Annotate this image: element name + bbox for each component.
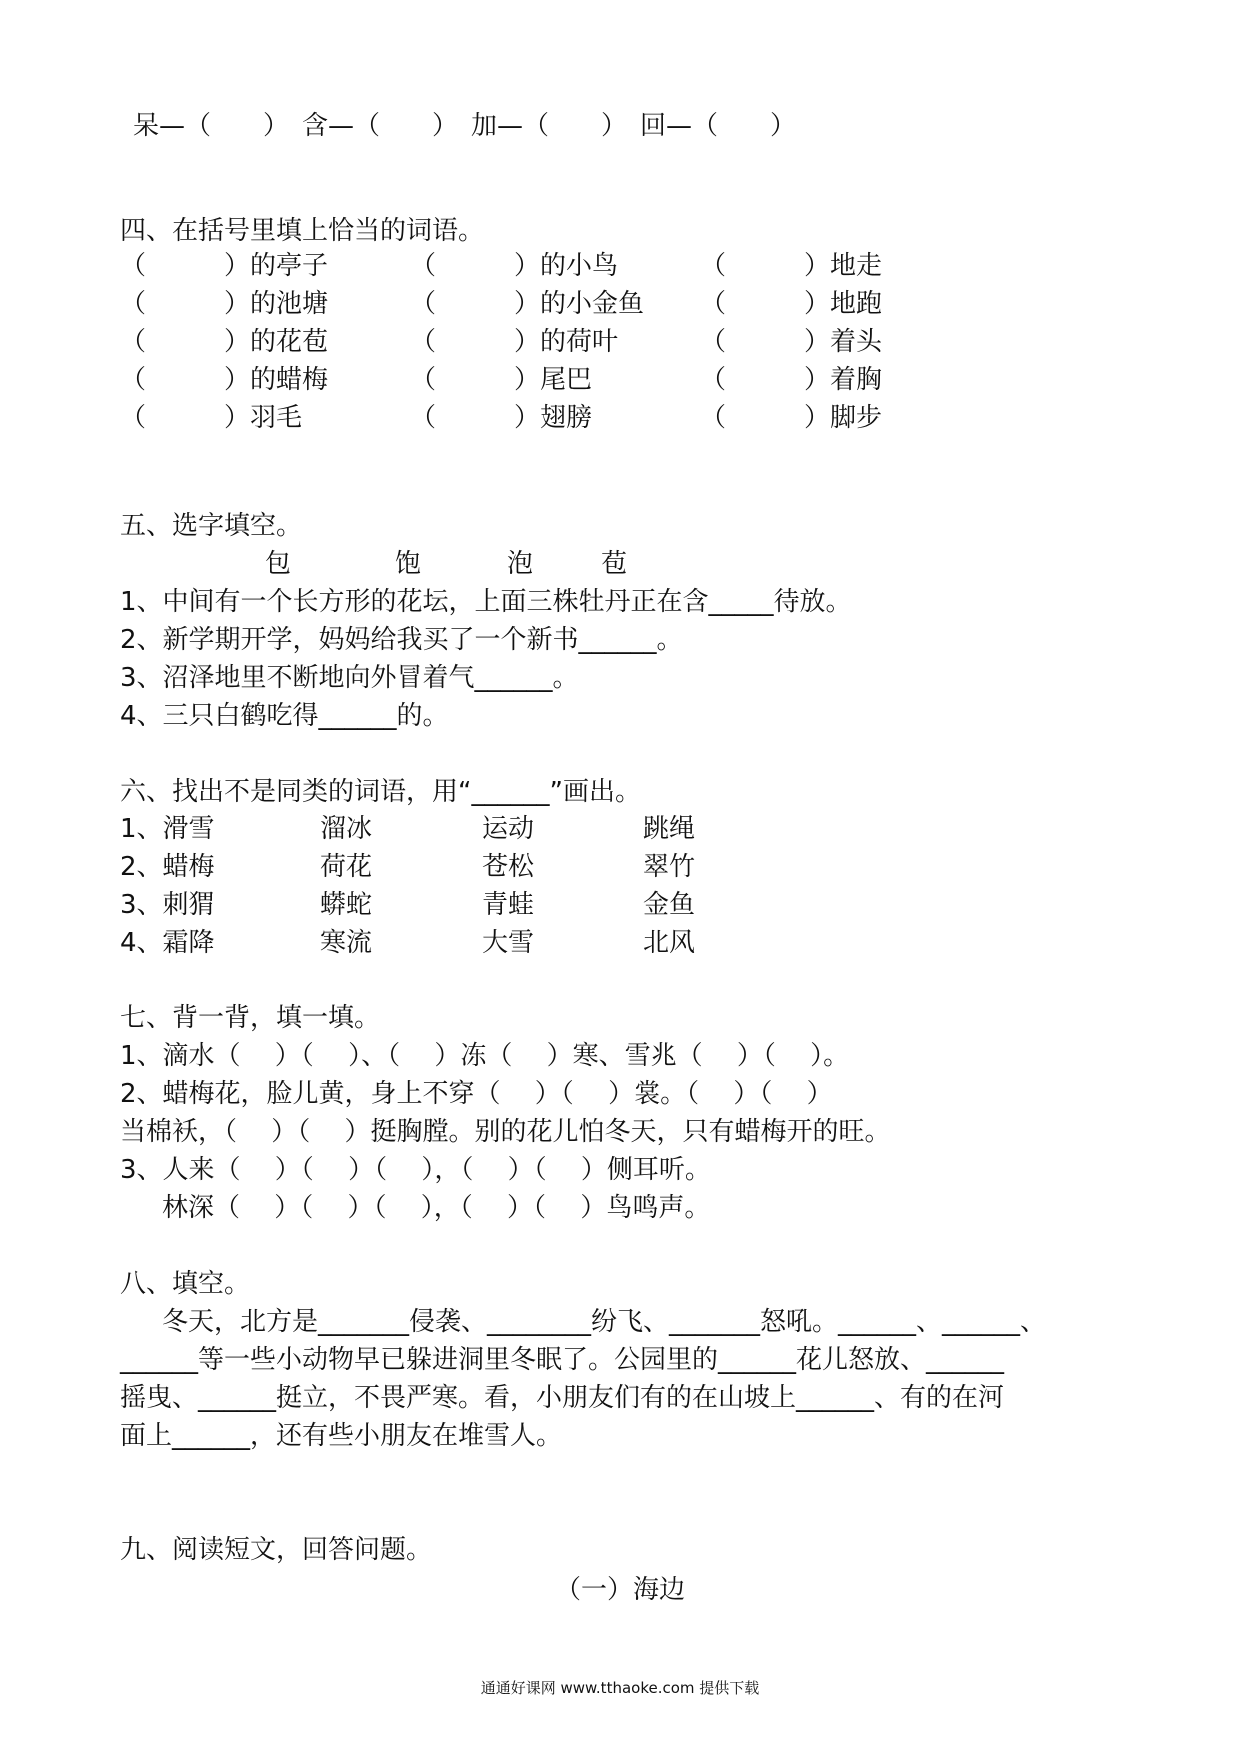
section-8-title: 八、填空。 xyxy=(120,1269,251,1299)
section-5-title: 五、选字填空。 xyxy=(120,511,303,541)
s5-item: 3、沼泽地里不断地向外冒着气______。 xyxy=(120,663,579,693)
s6-cell: 运动 xyxy=(482,814,535,844)
s6-cell: 蟒蛇 xyxy=(320,890,373,920)
footer-credit: 通通好课网 www.tthaoke.com 提供下载 xyxy=(480,1679,760,1697)
choice-char: 泡 xyxy=(507,549,534,579)
s4-cell: （ ）的小金鱼 xyxy=(410,289,645,319)
s6-cell: 跳绳 xyxy=(643,814,696,844)
s6-cell: 溜冰 xyxy=(320,814,373,844)
s4-cell: （ ）脚步 xyxy=(700,403,883,433)
s6-cell: 青蛙 xyxy=(482,890,535,920)
s6-cell: 3、刺猬 xyxy=(120,890,215,920)
s6-cell: 大雪 xyxy=(482,928,535,958)
s6-cell: 1、滑雪 xyxy=(120,814,215,844)
section-7-title: 七、背一背，填一填。 xyxy=(120,1003,381,1033)
choice-char: 饱 xyxy=(395,549,422,579)
s4-cell: （ ）地走 xyxy=(700,251,883,281)
s4-cell: （ ）着头 xyxy=(700,327,883,357)
section-9-title: 九、阅读短文，回答问题。 xyxy=(120,1535,433,1565)
section-6-title: 六、找出不是同类的词语，用“______”画出。 xyxy=(120,777,641,807)
s4-cell: （ ）的小鸟 xyxy=(410,251,619,281)
s6-cell: 苍松 xyxy=(482,852,535,882)
s4-cell: （ ）尾巴 xyxy=(410,365,593,395)
top-row: 呆—（ ） 含—（ ） 加—（ ） 回—（ ） xyxy=(133,111,797,141)
s4-cell: （ ）的花苞 xyxy=(120,327,329,357)
s4-cell: （ ）地跑 xyxy=(700,289,883,319)
s6-cell: 金鱼 xyxy=(643,890,696,920)
s5-item: 2、新学期开学，妈妈给我买了一个新书______。 xyxy=(120,625,683,655)
s4-cell: （ ）的亭子 xyxy=(120,251,329,281)
s4-cell: （ ）的池塘 xyxy=(120,289,329,319)
s5-item: 4、三只白鹤吃得______的。 xyxy=(120,701,449,731)
s6-cell: 寒流 xyxy=(320,928,373,958)
s4-cell: （ ）翅膀 xyxy=(410,403,593,433)
section-4-title: 四、在括号里填上恰当的词语。 xyxy=(120,216,485,246)
s4-cell: （ ）的蜡梅 xyxy=(120,365,329,395)
s7-line: 当棉袄，（ ）（ ）挺胸膛。别的花儿怕冬天，只有蜡梅开的旺。 xyxy=(120,1117,891,1147)
choice-char: 苞 xyxy=(601,549,628,579)
s7-line: 3、人来（ ）（ ）（ ），（ ）（ ）侧耳听。 xyxy=(120,1155,711,1185)
s4-cell: （ ）的荷叶 xyxy=(410,327,619,357)
s6-cell: 荷花 xyxy=(320,852,373,882)
s8-line: ______等一些小动物早已躲进洞里冬眠了。公园里的______花儿怒放、______ xyxy=(120,1345,1005,1375)
s8-line: 冬天，北方是_______侵袭、________纷飞、_______怒吼。______、______、 xyxy=(162,1307,1047,1337)
s8-line: 摇曳、______挺立，不畏严寒。看，小朋友们有的在山坡上______、有的在河 xyxy=(120,1383,1005,1413)
s7-line: 林深（ ）（ ）（ ），（ ）（ ）鸟鸣声。 xyxy=(162,1193,711,1223)
passage-title: （一）海边 xyxy=(554,1575,685,1605)
s7-line: 1、滴水（ ）（ ）、（ ）冻（ ）寒、雪兆（ ）（ ）。 xyxy=(120,1041,850,1071)
s7-line: 2、蜡梅花，脸儿黄，身上不穿（ ）（ ）裳。（ ）（ ） xyxy=(120,1079,833,1109)
s6-cell: 2、蜡梅 xyxy=(120,852,215,882)
s4-cell: （ ）着胸 xyxy=(700,365,883,395)
choice-char: 包 xyxy=(265,549,292,579)
s5-item: 1、中间有一个长方形的花坛，上面三株牡丹正在含_____待放。 xyxy=(120,587,852,617)
s8-line: 面上______，还有些小朋友在堆雪人。 xyxy=(120,1421,563,1451)
s6-cell: 北风 xyxy=(643,928,696,958)
s6-cell: 4、霜降 xyxy=(120,928,215,958)
s4-cell: （ ）羽毛 xyxy=(120,403,303,433)
s6-cell: 翠竹 xyxy=(643,852,696,882)
